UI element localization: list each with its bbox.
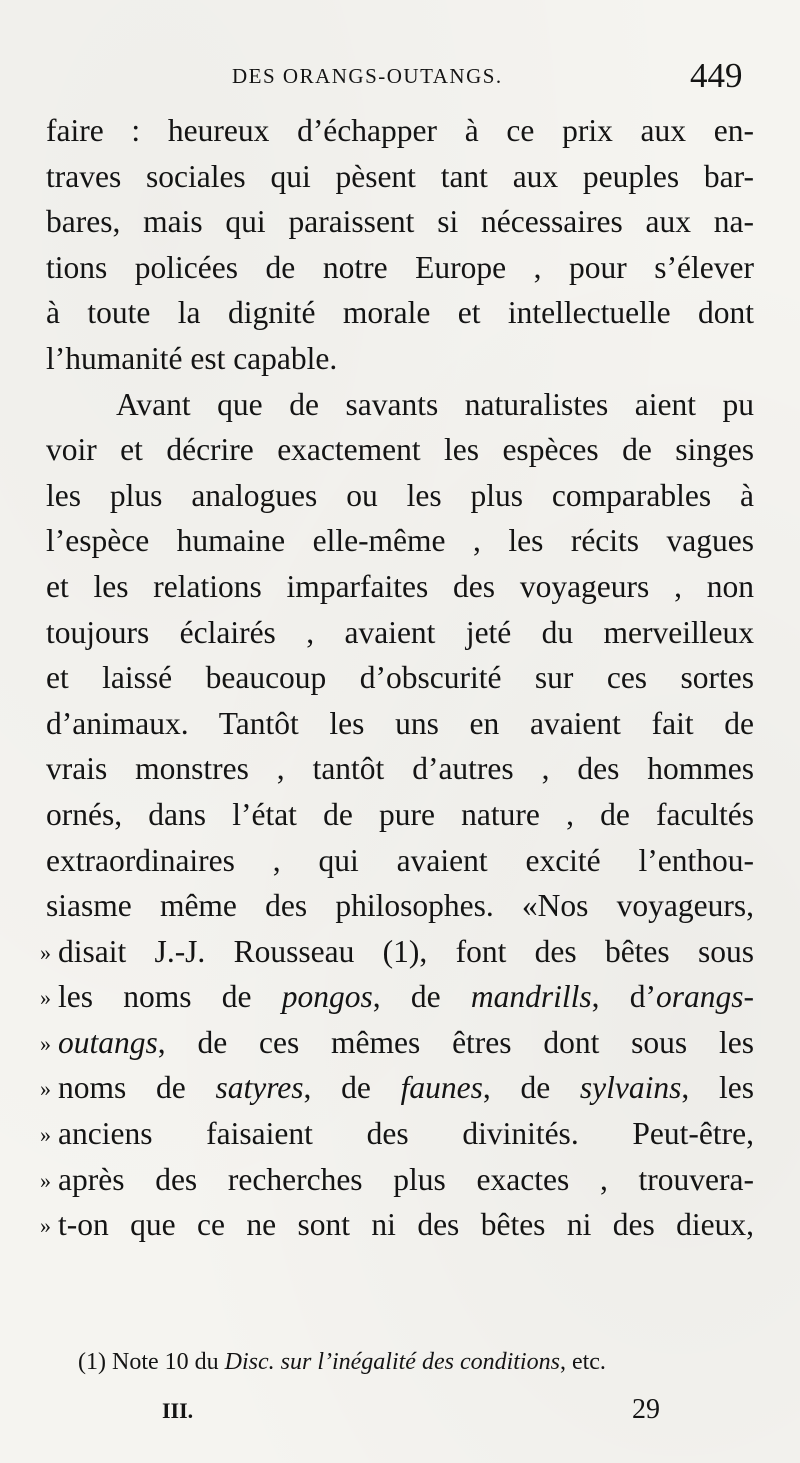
quote-mark: » — [40, 1167, 51, 1193]
text-line: Avant que de savants naturalistes aient pu — [116, 386, 754, 422]
text-line: l’humanité est capable. — [46, 340, 338, 376]
quote-text: , les — [681, 1070, 754, 1106]
text-line: voir et décrire exactement les espèces de singes — [46, 432, 754, 468]
signature-mark: III. — [162, 1398, 194, 1423]
quote-text: anciens faisaient des divinités. Peut-être, — [58, 1116, 754, 1152]
italic-term: outangs — [58, 1024, 158, 1060]
quote-mark: » — [40, 1122, 51, 1148]
text-line: et laissé beaucoup d’obscurité sur ces sortes — [46, 660, 754, 696]
text-line: et les relations imparfaites des voyageurs , non — [46, 568, 754, 604]
text-line: à toute la dignité morale et intellectuelle dont — [46, 295, 754, 331]
quote-text: t-on que ce ne sont ni des bêtes ni des dieux, — [58, 1207, 754, 1243]
quote-text: disait J.-J. Rousseau (1), font des bêtes sous — [58, 933, 754, 969]
quote-mark: » — [40, 985, 51, 1011]
italic-term: sylvains — [579, 1070, 682, 1106]
italic-term: pongos — [281, 979, 373, 1015]
text-line: siasme même des philosophes. «Nos voyageurs, — [46, 888, 754, 924]
footnote-italic: Disc. sur l’inégalité des conditions — [224, 1349, 560, 1375]
quote-text: , de ces mêmes êtres dont sous les — [157, 1024, 754, 1060]
quote-line — [40, 1202, 754, 1248]
text-line: l’espèce humaine elle-même , les récits vagues — [46, 523, 754, 559]
quote-text: les noms de — [58, 979, 282, 1015]
footnote-text: , etc. — [559, 1349, 606, 1375]
quote-mark: » — [40, 1076, 51, 1102]
signature-number: 29 — [632, 1394, 660, 1425]
quote-mark: » — [40, 1213, 51, 1239]
quote-line — [40, 1065, 754, 1111]
quote-text: noms de — [58, 1070, 216, 1106]
quote-line — [40, 974, 754, 1020]
text-line: tions policées de notre Europe , pour s’élever — [46, 249, 754, 285]
running-head — [0, 56, 800, 102]
italic-term: faunes — [400, 1070, 483, 1106]
quote-text: , de — [303, 1070, 401, 1106]
italic-term: satyres — [215, 1070, 304, 1106]
quote-line — [40, 1157, 754, 1203]
page-number: 449 — [690, 56, 743, 95]
quote-text: , d’ — [591, 979, 656, 1015]
text-line: ornés, dans l’état de pure nature , de facultés — [46, 796, 754, 832]
quote-text: , de — [482, 1070, 580, 1106]
quote-mark: » — [40, 1030, 51, 1056]
italic-term: mandrills — [470, 979, 592, 1015]
quote-text: après des recherches plus exactes , trouvera- — [58, 1161, 754, 1197]
text-line: les plus analogues ou les plus comparables à — [46, 477, 754, 513]
text-line: toujours éclairés , avaient jeté du merveilleux — [46, 614, 754, 650]
italic-term: orangs- — [656, 979, 755, 1015]
text-line: bares, mais qui paraissent si nécessaires aux na- — [46, 204, 754, 240]
quote-text: , de — [372, 979, 471, 1015]
footnote — [78, 1346, 754, 1378]
quote-line — [40, 929, 754, 975]
text-line: traves sociales qui pèsent tant aux peuples bar- — [46, 158, 754, 194]
text-line: d’animaux. Tantôt les uns en avaient fait de — [46, 705, 754, 741]
text-line: faire : heureux d’échapper à ce prix aux en- — [46, 113, 754, 148]
text-line: vrais monstres , tantôt d’autres , des hommes — [46, 751, 754, 787]
text-line: extraordinaires , qui avaient excité l’enthou- — [46, 842, 754, 878]
footnote-text: (1) Note 10 du — [78, 1349, 225, 1375]
running-title: DES ORANGS-OUTANGS. — [232, 64, 503, 88]
body-text — [40, 108, 755, 1248]
quote-line — [40, 1020, 754, 1066]
quote-line — [40, 1111, 754, 1157]
quote-mark: » — [40, 939, 51, 965]
